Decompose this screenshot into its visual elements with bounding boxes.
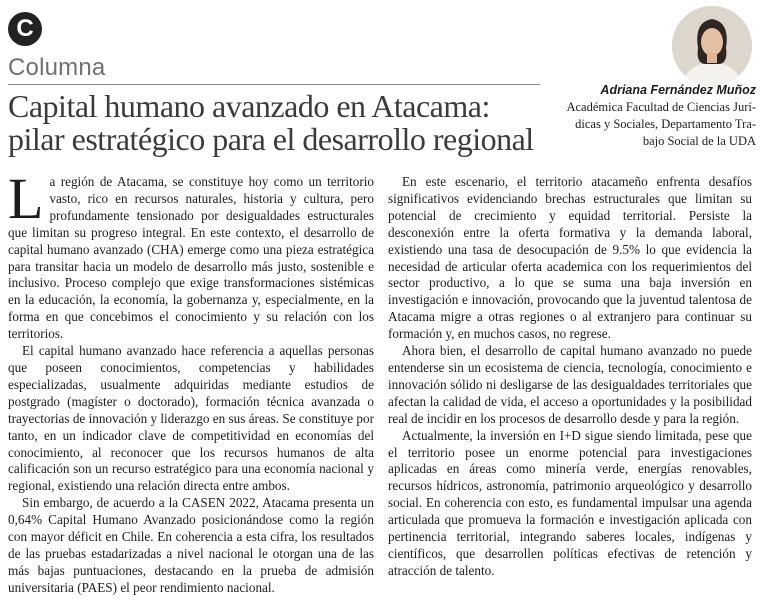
- section-label: Columna: [8, 54, 106, 81]
- article-column-right: [388, 174, 752, 580]
- paragraph-1: [8, 166, 374, 343]
- paragraph-5: Ahora bien, el desarrollo de capital humano avanzado no puede entenderse sin un ecosistema de ciencia, tecnología, conocimiento e innovación sólido ni desligarse de las desigualdades territoriales que afectan la calidad de vida, el acceso a oportunidades y la posibilidad real de incidir en los procesos de desarrollo desde y para la región.: [388, 343, 752, 426]
- paragraph-1-text: a región de Atacama, se constituye hoy como un territorio vasto, rico en recursos naturales, historia y cultura, pero profundamente tensionado por desigualdades estructurales que limitan su progreso integral. En este contexto, el desarrollo de capital humano avanzado (CHA) emerge como una pieza estratégica para transitar hacia un modelo de desarrollo más justo, sostenible e inclusivo. Proceso complejo que exige transformaciones sistémicas en la educación, la economía, la gobernanza y, especialmente, en la forma en que concebimos el conocimiento y su relación con los territorios.: [8, 174, 374, 342]
- headline-line-1: Capital humano avanzado en Atacama:: [8, 88, 490, 124]
- headline-line-2: pilar estratégico para el desarrollo regional: [8, 121, 534, 157]
- author-name: Adriana Fernández Muñoz: [600, 83, 756, 97]
- author-role-line-3: bajo Social de la UDA: [642, 134, 756, 148]
- author-photo: [672, 6, 752, 86]
- headline: [8, 90, 568, 156]
- author-role-line-2: dicas y Sociales, Departamento Tra-: [575, 117, 756, 131]
- paragraph-3: Sin embargo, de acuerdo a la CASEN 2022, Atacama presenta un 0,64% Capital Humano Avanzado posicionándose como la región con mayor déficit en Chile. En coherencia a esta cifra, los resultados de las pruebas estadarizadas a nivel nacional le otorgan una de las más bajas puntuaciones, destacando en la prueba de admisión universitaria (PAES) el peor rendimiento nacional.: [8, 495, 374, 595]
- article-column-left: [8, 166, 374, 597]
- paragraph-4: En este escenario, el territorio atacameño enfrenta desafíos significativos evidenciando brechas estructurales que limitan su potencial de crecimiento y equidad territorial. Persiste la desconexión entre la oferta formativa y la demanda laboral, existiendo una tasa de desocupación de 9.5% lo que evidencia la necesidad de articular oferta academica con los requerimientos del sector productivo, a lo que se suma una baja inversión en investigación e innovación, provocando que la juventud talentosa de Atacama migre a otras regiones o al extranjero para continuar su formación y, en muchos casos, no regrese.: [388, 174, 752, 342]
- paragraph-6: Actualmente, la inversión en I+D sigue siendo limitada, pese que el territorio posee un enorme potencial para investigaciones aplicadas en áreas como minería verde, energías renovables, recursos hídricos, astronomía, patrimonio arqueológico y desarrollo social. En coherencia con esto, es fundamental impulsar una agenda articulada que promueva la formación e investigación aplicada con pertinencia territorial, integrando saberes locales, indígenas y científicos, que desarrollen políticas efectivas de retención y atracción de talento.: [388, 427, 752, 578]
- author-role-line-1: Académica Facultad de Ciencias Jurí-: [566, 100, 756, 114]
- drop-cap: L: [8, 166, 44, 231]
- paragraph-2: El capital humano avanzado hace referencia a aquellas personas que poseen conocimientos, competencias y habilidades especializadas, usualmente adquiridas mediante estudios de postgrado (magíster o doctorado), formación técnica avanzada o trayectorias de innovación y liderazgo en sus áreas. Se constituye por tanto, en un indicador clave de competitividad en economías del conocimiento, al reconocer que los recursos humanos de alta calificación son un recurso estratégico para una economía nacional y regional, existiendo una relación directa entre ambos.: [8, 343, 374, 494]
- author-portrait-icon: [672, 6, 752, 86]
- author-block: [560, 82, 756, 150]
- header-divider: [8, 84, 540, 85]
- author-role: [560, 99, 756, 150]
- section-badge: C: [8, 12, 42, 46]
